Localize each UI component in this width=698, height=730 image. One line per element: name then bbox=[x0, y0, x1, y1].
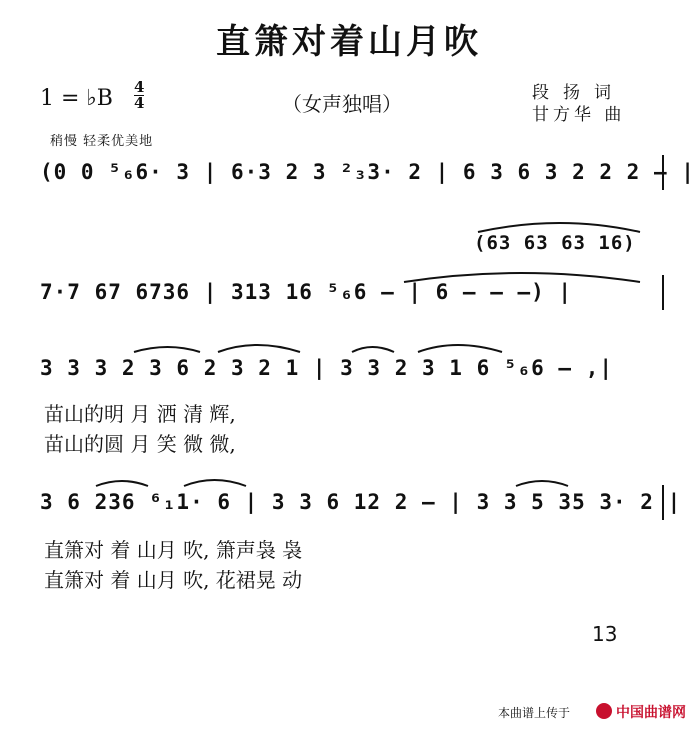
composer-credit: 甘方华 曲 bbox=[532, 105, 626, 125]
system-4-slur-3 bbox=[516, 481, 568, 486]
key-signature: 1 = ♭B bbox=[40, 86, 113, 111]
system-4-slur-2 bbox=[184, 480, 246, 486]
system-4-lyrics-verse-1: 直箫对 着 山月 吹, 箫声袅 袅 bbox=[44, 538, 303, 562]
logo-icon bbox=[596, 703, 612, 719]
system-2-intro-notes: (63 63 63 16) bbox=[474, 232, 636, 254]
performance-note: （女声独唱） bbox=[282, 92, 402, 116]
time-signature-top: 4 bbox=[134, 78, 145, 96]
system-3-lyrics-verse-2: 苗山的圆 月 笑 微 微, bbox=[44, 432, 236, 456]
system-2-notes: 7·7 67 6736 | 313 16 ⁵₆6 — | 6 — — —) | bbox=[40, 280, 573, 304]
system-3-slur-1 bbox=[134, 347, 200, 352]
time-signature-bottom: 4 bbox=[134, 94, 145, 112]
upload-text: 本曲谱上传于 bbox=[498, 706, 571, 720]
page-number: 13 bbox=[592, 622, 618, 646]
system-2-long-slur bbox=[404, 273, 640, 282]
tempo-marking: 稍慢 轻柔优美地 bbox=[50, 134, 154, 149]
system-4-slur-1 bbox=[96, 481, 148, 486]
system-3-slur-3 bbox=[352, 347, 394, 352]
system-3-slur-4 bbox=[418, 345, 502, 352]
system-3-slur-2 bbox=[218, 345, 300, 352]
song-title: 直箫对着山月吹 bbox=[216, 22, 482, 62]
site-logo-text: 中国曲谱网 bbox=[616, 705, 686, 721]
system-4-notes: 3 6 236 ⁶₁1· 6 | 3 3 6 12 2 — | 3 3 5 35 3· 2 | bbox=[40, 490, 682, 514]
lyricist-credit: 段扬词 bbox=[532, 83, 625, 103]
system-4-lyrics-verse-2: 直箫对 着 山月 吹, 花裙晃 动 bbox=[44, 568, 303, 592]
site-logo bbox=[596, 700, 694, 722]
system-3-notes: 3 3 3 2 3 6 2 3 2 1 | 3 3 2 3 1 6 ⁵₆6 — ,| bbox=[40, 356, 614, 380]
system-1-notes: (0 0 ⁵₆6· 3 | 6·3 2 3 ²₃3· 2 | 6 3 6 3 2 2 2 — | bbox=[40, 160, 695, 184]
system-3-lyrics-verse-1: 苗山的明 月 洒 清 辉, bbox=[44, 402, 236, 426]
system-2-slur bbox=[478, 223, 640, 232]
